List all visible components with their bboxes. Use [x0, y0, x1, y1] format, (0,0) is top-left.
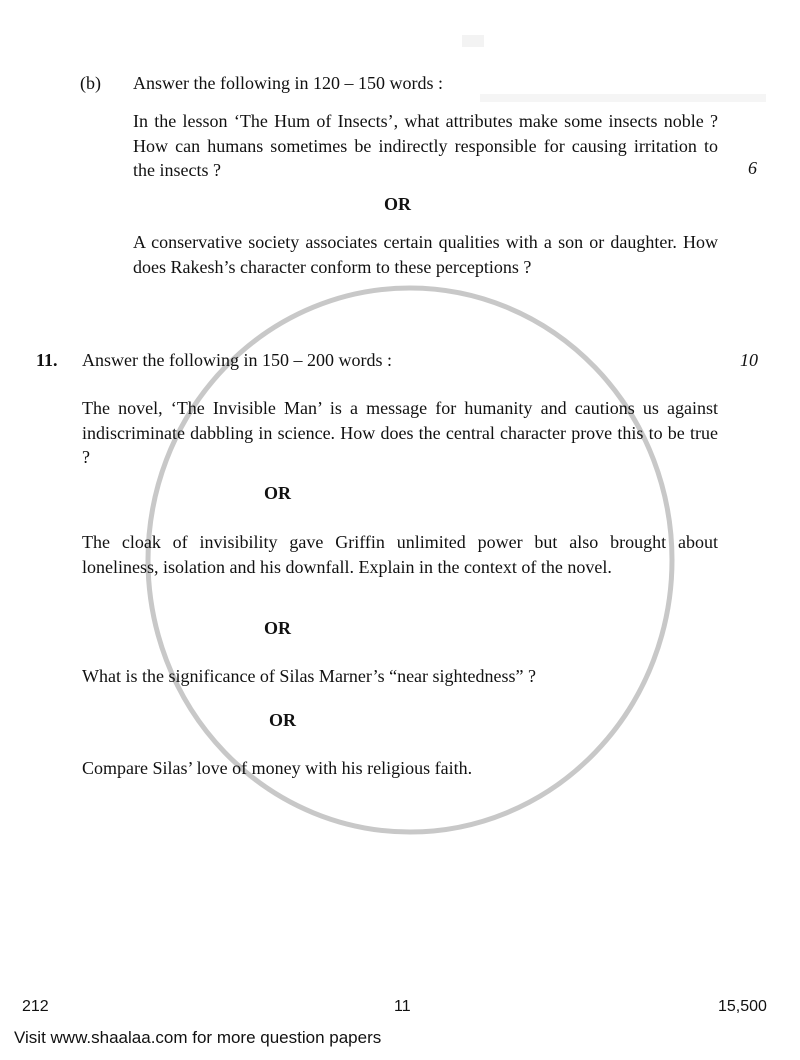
- paper-code: 212: [22, 998, 49, 1015]
- question-option-text: What is the significance of Silas Marner’s “near sightedness” ?: [82, 666, 537, 686]
- question-option-text: The cloak of invisibility gave Griffin unlimited power but also brought about loneliness, isolation and his downfall. Explain in the context of the novel.: [82, 532, 718, 577]
- question-option-text: A conservative society associates certain qualities with a son or daughter. How does Rakesh’s character conform to these perceptions ?: [133, 232, 718, 277]
- question-option-text: In the lesson ‘The Hum of Insects’, what attributes make some insects noble ? How can humans sometimes be indirectly responsible for causing irritation to the insects ?: [133, 111, 718, 181]
- or-separator: OR: [264, 483, 291, 503]
- question-number: 11.: [36, 350, 58, 370]
- page-number: 11: [394, 998, 411, 1015]
- question-instruction-b: Answer the following in 120 – 150 words :: [133, 73, 443, 93]
- question-option-text: Compare Silas’ love of money with his religious faith.: [82, 758, 473, 778]
- question-option-text: The novel, ‘The Invisible Man’ is a message for humanity and cautions us against indiscriminate dabbling in science. How does the central character prove this to be true ?: [82, 398, 718, 468]
- marks: 6: [748, 158, 757, 178]
- marks: 10: [740, 350, 758, 370]
- or-separator: OR: [384, 194, 411, 214]
- print-count: 15,500: [718, 998, 767, 1015]
- or-separator: OR: [269, 710, 296, 730]
- question-instruction: Answer the following in 150 – 200 words :: [82, 350, 392, 370]
- scan-artifact: [480, 94, 766, 102]
- question-label-b: (b): [80, 73, 101, 93]
- scan-artifact: [462, 35, 484, 47]
- or-separator: OR: [264, 618, 291, 638]
- visit-link[interactable]: Visit www.shaalaa.com for more question papers: [14, 1028, 382, 1047]
